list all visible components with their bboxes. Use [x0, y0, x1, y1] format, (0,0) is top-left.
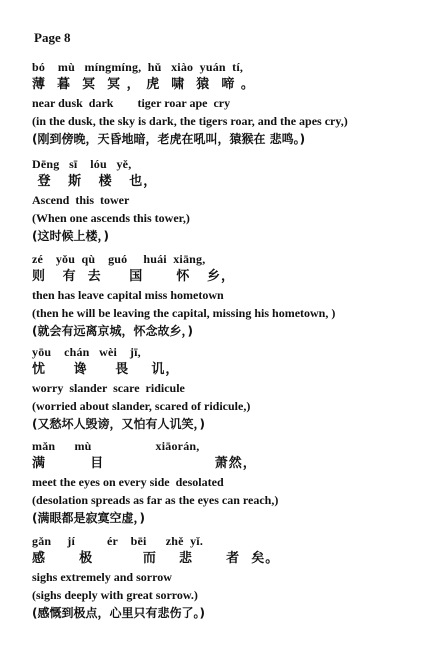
chinese-line: 忧 谗 畏 讥， [32, 362, 180, 377]
gloss-line: sighs extremely and sorrow [32, 570, 172, 584]
chinese-translation-line: (这时候上楼，) [32, 229, 109, 243]
chinese-line: 则 有 去 国 怀 乡， [32, 269, 235, 284]
chinese-line: 感 极 而 悲 者 矣。 [32, 551, 280, 566]
chinese-translation-line: (感慨到极点，心里只有悲伤了。) [32, 606, 205, 620]
chinese-line: 登 斯 楼 也， [32, 174, 158, 189]
chinese-translation-line: (又愁坏人毁谤，又怕有人讥笑，) [32, 417, 205, 431]
stanza-2 [32, 155, 417, 245]
english-line: (desolation spreads as far as the eyes can reach,) [32, 493, 279, 507]
english-line: (worried about slander, scared of ridicule,) [32, 399, 251, 413]
page-label: Page 8 [34, 30, 71, 45]
pinyin-line: bó mù míngmíng, hǔ xiào yuán tí, [32, 60, 244, 74]
stanza-1 [32, 58, 417, 148]
chinese-translation-line: (就会有远离京城，怀念故乡，) [32, 324, 193, 338]
chinese-translation-line: (满眼都是寂寞空虚，) [32, 511, 145, 525]
pinyin-line: Dēng sī lóu yě, [32, 157, 132, 171]
english-line: (in the dusk, the sky is dark, the tigers roar, and the apes cry,) [32, 114, 348, 128]
pinyin-line: gǎn jí ér bēi zhě yǐ. [32, 534, 204, 548]
gloss-line: then has leave capital miss hometown [32, 288, 224, 302]
english-line: (When one ascends this tower,) [32, 211, 190, 225]
stanza-6 [32, 532, 417, 622]
chinese-translation-line: (刚到傍晚，天昏地暗，老虎在吼叫，猿猴在 悲鸣。) [32, 132, 306, 146]
stanza-4 [32, 343, 417, 433]
pinyin-line: yōu chán wèi jī, [32, 345, 141, 359]
gloss-line: worry slander scare ridicule [32, 381, 185, 395]
stanza-3 [32, 250, 417, 340]
pinyin-line: mǎn mù xiāorán, [32, 439, 200, 453]
gloss-line: near dusk dark tiger roar ape cry [32, 96, 231, 110]
english-line: (then he will be leaving the capital, missing his hometown, ) [32, 306, 336, 320]
gloss-line: meet the eyes on every side desolated [32, 475, 224, 489]
pinyin-line: zé yǒu qù guó huái xiāng, [32, 252, 206, 266]
stanza-5 [32, 437, 417, 527]
chinese-line: 满 目 萧然， [32, 456, 257, 471]
english-line: (sighs deeply with great sorrow.) [32, 588, 198, 602]
gloss-line: Ascend this tower [32, 193, 130, 207]
chinese-line: 薄 暮 冥 冥 ， 虎 啸 猿 啼 。 [32, 77, 255, 92]
